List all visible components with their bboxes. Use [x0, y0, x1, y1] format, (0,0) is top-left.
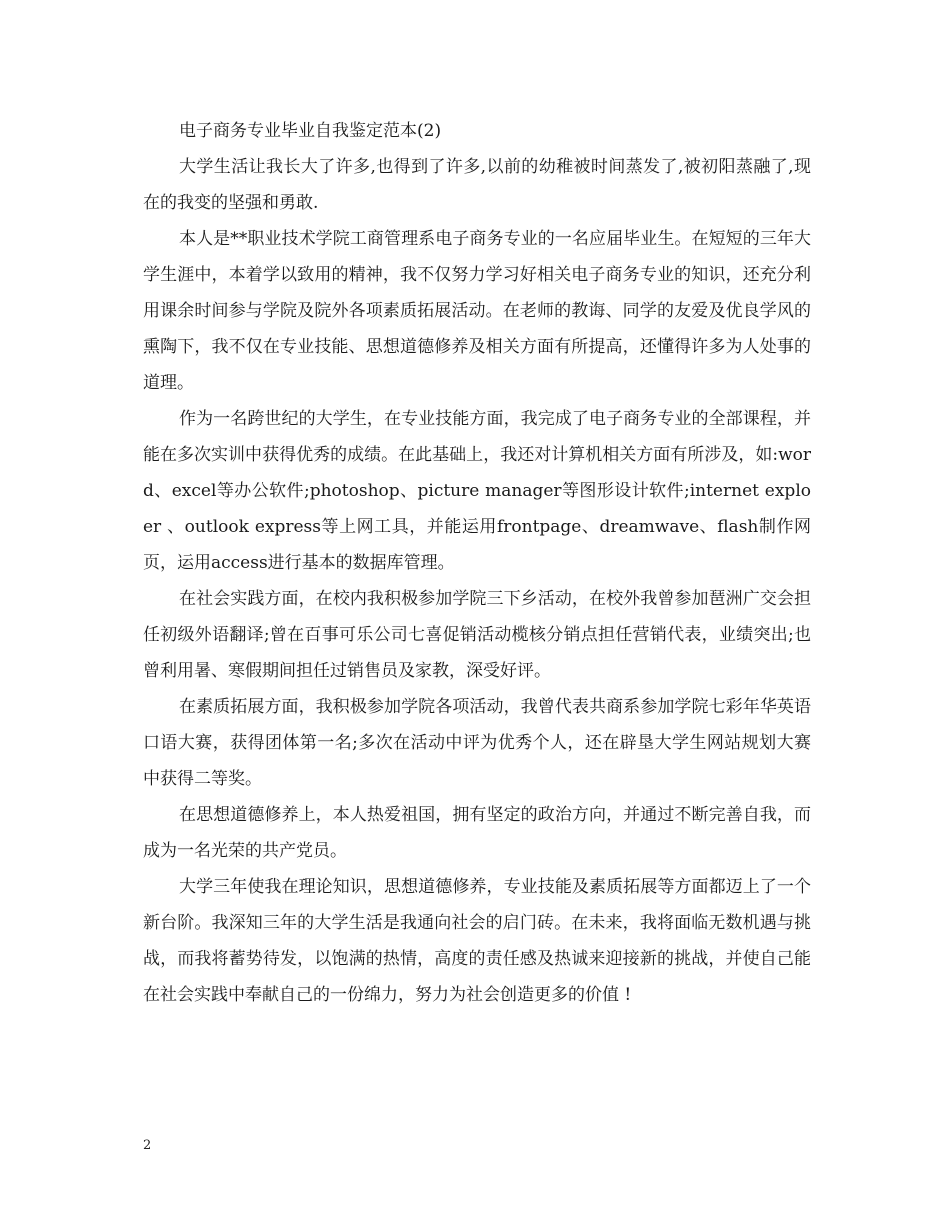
paragraph-conclusion: 大学三年使我在理论知识，思想道德修养，专业技能及素质拓展等方面都迈上了一个新台阶。我深知三年的大学生活是我通向社会的启门砖。在未来，我将面临无数机遇与挑战，而我将蓄势待发，以饱满的热情，高度的责任感及热诚来迎接新的挑战，并使自己能在社会实践中奉献自己的一份绵力，努力为社会创造更多的价值 ! — [143, 877, 811, 1005]
paragraph-quality-development: 在素质拓展方面，我积极参加学院各项活动，我曾代表共商系参加学院七彩年华英语口语大赛，获得团体第一名;多次在活动中评为优秀个人，还在辟垦大学生网站规划大赛中获得二等奖。 — [143, 697, 811, 789]
paragraph-self-introduction: 本人是**职业技术学院工商管理系电子商务专业的一名应届毕业生。在短短的三年大学生涯中，本着学以致用的精神，我不仅努力学习好相关电子商务专业的知识，还充分利用课余时间参与学院及院外各项素质拓展活动。在老师的教诲、同学的友爱及优良学风的熏陶下，我不仅在专业技能、思想道德修养及相关方面有所提高，还懂得许多为人处事的道理。 — [143, 229, 811, 393]
paragraph-intro: 大学生活让我长大了许多,也得到了许多,以前的幼稚被时间蒸发了,被初阳蒸融了,现在的我变的坚强和勇敢. — [143, 157, 811, 213]
paragraph-professional-skills: 作为一名跨世纪的大学生，在专业技能方面，我完成了电子商务专业的全部课程，并能在多次实训中获得优秀的成绩。在此基础上，我还对计算机相关方面有所涉及，如:word、excel等办公软件;photoshop、picture manager等图形设计软件;internet exploer 、outlook express等上网工具，并能运用frontpage、dreamwave、flash制作网页，运用access进行基本的数据库管理。 — [143, 409, 811, 573]
document-body — [143, 113, 811, 1013]
document-title: 电子商务专业毕业自我鉴定范本(2) — [179, 121, 442, 141]
page-number: 2 — [143, 1138, 152, 1153]
paragraph-social-practice: 在社会实践方面，在校内我积极参加学院三下乡活动，在校外我曾参加琶洲广交会担任初级外语翻译;曾在百事可乐公司七喜促销活动榄核分销点担任营销代表，业绩突出;也曾利用暑、寒假期间担任过销售员及家教，深受好评。 — [143, 589, 811, 681]
paragraph-moral-cultivation: 在思想道德修养上，本人热爱祖国，拥有坚定的政治方向，并通过不断完善自我，而成为一名光荣的共产党员。 — [143, 805, 811, 861]
